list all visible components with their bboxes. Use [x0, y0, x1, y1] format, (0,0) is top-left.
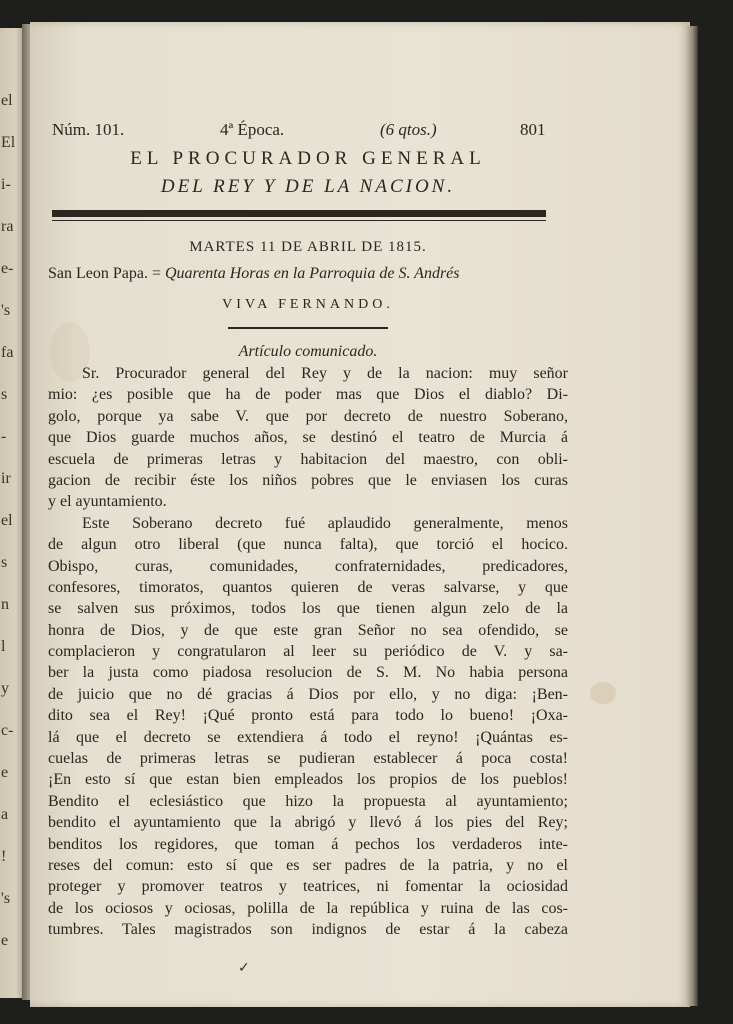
masthead-title: EL PROCURADOR GENERAL [130, 148, 486, 169]
left-page-fragment: fa [1, 344, 14, 361]
page-number: 801 [520, 120, 546, 139]
article-body [48, 363, 568, 941]
text-line: y el ayuntamiento. [48, 493, 167, 511]
ink-mark: ✓ [238, 960, 250, 976]
left-page-fragment: y [1, 680, 9, 697]
text-line: Este Soberano decreto fué aplaudido generalmente, menos [82, 514, 568, 532]
masthead-subtitle: DEL REY Y DE LA NACION. [160, 176, 456, 197]
text-line: lá que el decreto se extendiera á todo el reyno! ¡Quántas es- [48, 728, 568, 746]
text-line: bendito el ayuntamiento que la abrigó y llevó á los pies del Rey; [48, 814, 568, 832]
left-page-fragment: - [1, 428, 7, 445]
left-page-fragment: a [1, 806, 9, 823]
text-line: se salven sus próximos, todos los que tienen algun zelo de la [48, 600, 568, 618]
text-line: Sr. Procurador general del Rey y de la nacion: muy señor [82, 365, 568, 382]
section-rule [228, 327, 388, 329]
left-page-fragment: ! [1, 848, 7, 865]
left-page-fragment: n [1, 596, 9, 613]
left-page-edge [0, 28, 22, 998]
left-page-fragment: s [1, 554, 8, 571]
text-line: benditos los regidores, que toman á pechos los verdaderos inte- [48, 835, 568, 853]
text-line: golo, porque ya sabe V. que por decreto de nuestro Soberano, [48, 407, 568, 425]
text-line: complacieron y congratularon al leer su periódico de V. y sa- [48, 643, 568, 661]
text-line: ber la justa como piadosa resolucion de S. M. No habia persona [48, 664, 568, 682]
text-line: mio: ¿es posible que ha de poder mas que Dios el diablo? Di- [48, 386, 568, 404]
left-page-fragment: El [1, 134, 16, 151]
left-page-fragment: el [1, 92, 13, 109]
left-page-fragment: e [1, 932, 9, 949]
left-page-fragment: 's [1, 302, 11, 319]
text-line: de juicio que no dé gracias á Dios por ello, y no diga: ¡Ben- [48, 685, 568, 703]
text-line: que Dios guarde muchos años, se destinó el teatro de Murcia á [48, 429, 568, 447]
text-line: gacion de recibir éste los niños pobres que le enviasen los curas [48, 471, 568, 489]
text-line: escuela de primeras letras y habitacion del maestro, con obli- [48, 450, 568, 468]
quarto-count: (6 qtos.) [380, 120, 437, 139]
issue-date: MARTES 11 DE ABRIL DE 1815. [189, 239, 427, 255]
masthead-rule [52, 210, 546, 217]
left-page-fragment: e [1, 764, 9, 781]
text-line: cuelas de primeras letras se pudieran establecer á poca costa! [48, 750, 568, 768]
text-line: de los ociosos y ociosas, polilla de la república y ruina de las cos- [48, 899, 568, 917]
left-page-fragment: i- [1, 176, 11, 193]
text-line: ¡En esto sí que estan bien empleados los propios de los pueblos! [48, 771, 568, 789]
text-line: Bendito el eclesiástico que hizo la propuesta al ayuntamiento; [48, 792, 568, 810]
text-line: confesores, timoratos, quantos quieren de veras salvarse, y que [48, 578, 568, 596]
article-title: Artículo comunicado. [238, 343, 378, 360]
masthead-rule-thin [52, 220, 546, 221]
left-page-fragment: ra [1, 218, 14, 235]
left-page-fragment: 's [1, 890, 11, 907]
motto: VIVA FERNANDO. [222, 297, 394, 312]
page-edge-shadow [686, 26, 698, 1006]
epoch-label: 4ª Época. [220, 120, 285, 139]
text-line: tumbres. Tales magistrados son indignos de estar á la cabeza [48, 921, 568, 939]
saint-name: San Leon Papa. = [48, 265, 165, 282]
issue-number: Núm. 101. [52, 120, 125, 139]
text-line: Obispo, curas, comunidades, confraternidades, predicadores, [48, 557, 568, 575]
newspaper-page [48, 112, 568, 941]
left-page-fragment: ir [1, 470, 11, 487]
left-page-fragment: c- [1, 722, 14, 739]
paper-stain [590, 682, 616, 704]
text-line: dito sea el Rey! ¡Qué pronto está para todo lo bueno! ¡Oxa- [48, 707, 568, 725]
left-page-fragment: el [1, 512, 13, 529]
text-line: honra de Dios, y de que este gran Señor no sea ofendido, se [48, 621, 568, 639]
issue-header [48, 112, 568, 142]
left-page-fragment: s [1, 386, 8, 403]
text-line: proteger y promover teatros y teatrices, ni fomentar la ociosidad [48, 878, 568, 896]
left-page-fragment: e- [1, 260, 14, 277]
saint-of-day [48, 265, 568, 283]
text-line: de algun otro liberal (que nunca falta), que torció el hocico. [48, 536, 568, 554]
left-page-fragment: l [1, 638, 6, 655]
text-line: reses del comun: esto sí que es ser padres de la patria, y no el [48, 856, 568, 874]
devotion-note: Quarenta Horas en la Parroquia de S. Andrés [165, 265, 460, 282]
